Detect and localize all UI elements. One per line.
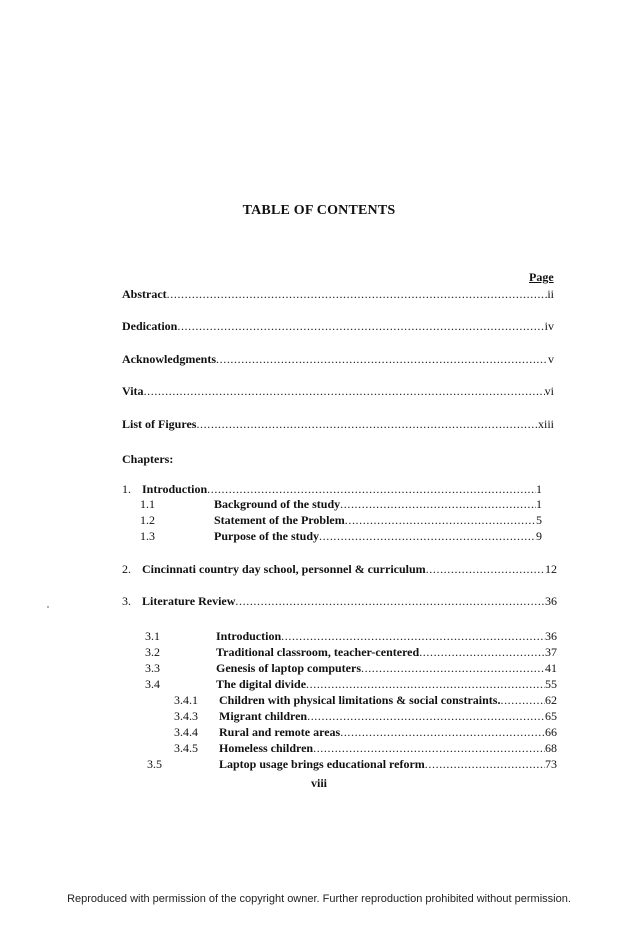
toc-entry-page: xiii (537, 417, 554, 431)
toc-chapter-1 (122, 482, 542, 497)
toc-entry-acknowledgments (122, 352, 554, 367)
leader-dots (340, 497, 536, 512)
section-number: 3.2 (145, 645, 160, 659)
toc-entry-page: 66 (545, 725, 557, 739)
toc-entry-label: Acknowledgments (122, 352, 217, 366)
leader-dots (426, 562, 545, 577)
toc-entry-label: Homeless children (219, 741, 314, 755)
toc-entry-label: Vita (122, 384, 144, 398)
leader-dots (167, 287, 548, 302)
leader-dots (425, 757, 545, 772)
toc-entry-label: The digital divide (216, 677, 307, 691)
leader-dots (313, 741, 545, 756)
toc-section-3-4-5 (174, 741, 557, 756)
toc-entry-label: Dedication (122, 319, 178, 333)
toc-entry-list-of-figures (122, 417, 554, 432)
chapters-heading: Chapters: (122, 452, 174, 466)
section-number: 3.4.4 (174, 725, 198, 739)
toc-entry-page: v (548, 352, 554, 366)
toc-entry-page: 9 (536, 529, 542, 543)
leader-dots (307, 709, 545, 724)
toc-entry-page: 36 (545, 629, 557, 643)
toc-entry-page: 41 (545, 661, 557, 675)
toc-entry-page: 1 (536, 482, 542, 496)
page-title: TABLE OF CONTENTS (242, 203, 396, 218)
leader-dots (144, 384, 545, 399)
toc-entry-label: List of Figures (122, 417, 197, 431)
toc-entry-page: iv (544, 319, 554, 333)
toc-chapter-2 (122, 562, 557, 577)
section-number: 3.5 (147, 757, 162, 771)
leader-dots (340, 725, 545, 740)
toc-entry-page: 12 (545, 562, 557, 576)
toc-entry-page: 37 (545, 645, 557, 659)
toc-entry-label: Laptop usage brings educational reform (219, 757, 425, 771)
copyright-footer: Reproduced with permission of the copyright owner. Further reproduction prohibited without permission. (67, 893, 571, 905)
leader-dots (361, 661, 545, 676)
toc-entry-abstract (122, 287, 554, 302)
section-number: 1.2 (140, 513, 155, 527)
toc-entry-page: ii (547, 287, 554, 301)
toc-entry-page: 5 (536, 513, 542, 527)
leader-dots (216, 352, 548, 367)
section-number: 3.3 (145, 661, 160, 675)
leader-dots (500, 693, 545, 708)
leader-dots (306, 677, 545, 692)
toc-entry-page: 68 (545, 741, 557, 755)
section-number: 3.1 (145, 629, 160, 643)
toc-entry-page: 65 (545, 709, 557, 723)
section-number: 3.4.3 (174, 709, 198, 723)
toc-entry-page: 1 (536, 497, 542, 511)
toc-entry-dedication (122, 319, 554, 334)
toc-section-1-3 (140, 529, 542, 544)
toc-section-3-2 (145, 645, 557, 660)
toc-entry-page: 73 (545, 757, 557, 771)
leader-dots (177, 319, 544, 334)
toc-entry-label: Background of the study (214, 497, 341, 511)
section-number: 1.1 (140, 497, 155, 511)
toc-section-3-5 (147, 757, 557, 772)
leader-dots (319, 529, 536, 544)
section-number: 3.4 (145, 677, 160, 691)
toc-entry-label: Statement of the Problem (214, 513, 345, 527)
scan-speck (47, 606, 49, 608)
chapter-number: 1. (122, 482, 131, 496)
toc-entry-label: Introduction (142, 482, 208, 496)
leader-dots (345, 513, 536, 528)
toc-section-3-3 (145, 661, 557, 676)
leader-dots (207, 482, 536, 497)
toc-entry-label: Genesis of laptop computers (216, 661, 361, 675)
toc-entry-label: Introduction (216, 629, 282, 643)
page-number: viii (310, 776, 327, 790)
toc-section-3-4-3 (174, 709, 557, 724)
toc-entry-page: 55 (545, 677, 557, 691)
chapter-number: 3. (122, 594, 131, 608)
toc-entry-vita (122, 384, 554, 399)
toc-entry-label: Abstract (122, 287, 167, 301)
toc-section-3-4-1 (174, 693, 557, 708)
toc-section-3-1 (145, 629, 557, 644)
toc-section-1-1 (140, 497, 542, 512)
toc-entry-label: Literature Review (142, 594, 236, 608)
page-column-header: Page (529, 270, 554, 284)
toc-entry-page: 36 (545, 594, 557, 608)
leader-dots (235, 594, 545, 609)
toc-chapter-3 (122, 594, 557, 609)
section-number: 3.4.5 (174, 741, 198, 755)
toc-entry-label: Cincinnati country day school, personnel & curriculum (142, 562, 426, 576)
leader-dots (419, 645, 545, 660)
toc-section-3-4-4 (174, 725, 557, 740)
toc-section-1-2 (140, 513, 542, 528)
section-number: 3.4.1 (174, 693, 198, 707)
toc-entry-label: Traditional classroom, teacher-centered (216, 645, 420, 659)
toc-entry-label: Rural and remote areas (219, 725, 341, 739)
toc-entry-label: Migrant children (219, 709, 308, 723)
chapter-number: 2. (122, 562, 131, 576)
toc-entry-page: 62 (545, 693, 557, 707)
leader-dots (196, 417, 538, 432)
toc-entry-label: Purpose of the study (214, 529, 320, 543)
section-number: 1.3 (140, 529, 155, 543)
toc-entry-label: Children with physical limitations & social constraints. (219, 693, 501, 707)
toc-section-3-4 (145, 677, 557, 692)
toc-entry-page: vi (544, 384, 554, 398)
leader-dots (281, 629, 545, 644)
